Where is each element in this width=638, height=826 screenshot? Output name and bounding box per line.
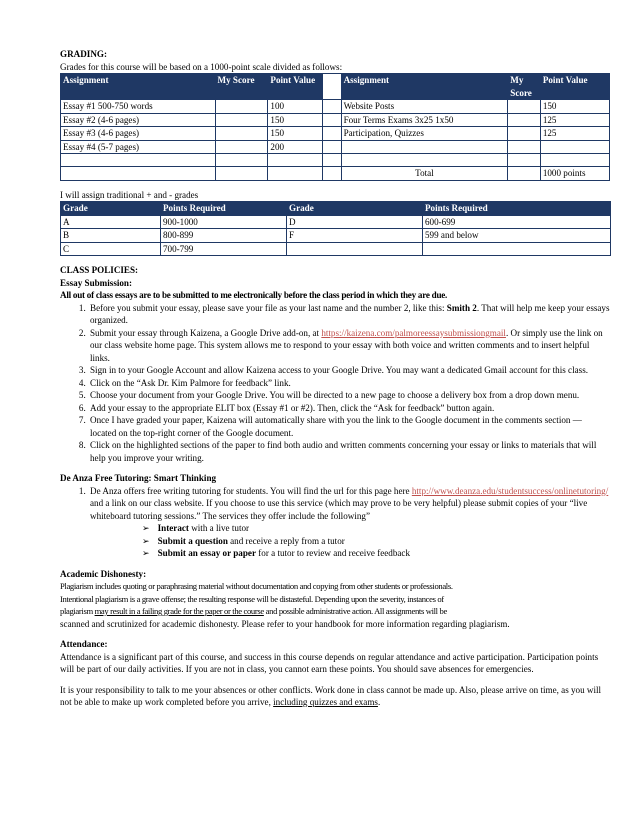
table-cell <box>61 154 216 167</box>
table-cell: 125 <box>540 127 609 141</box>
table-cell <box>341 154 508 167</box>
attendance-heading: Attendance: <box>60 639 108 649</box>
table-cell <box>323 113 341 127</box>
list-item: ➢ Interact with a live tutor <box>140 522 610 535</box>
table-row <box>61 100 610 114</box>
table-cell: B <box>61 229 161 243</box>
table-cell <box>508 140 541 154</box>
col-header: Grade <box>287 202 423 216</box>
table-cell <box>215 140 268 154</box>
table-row <box>61 215 611 229</box>
table-cell: 600-699 <box>423 215 611 229</box>
essay-submission-heading: Essay Submission: <box>60 277 133 288</box>
list-item: 1. De Anza offers free writing tutoring for students. You will find the url for this page here http://www.deanza.edu/studentsuccess/onlinetutoring/ and a link on our class website. If you choose to use this service (which may prove to be very helpful) please submit copies of your “live whiteboard tutoring sessions.” The services they offer include the following” ➢ Interact with a live tutor ➢ Submit a question and receive a reply from a tutor ➢ Submit an essay or paper for a tutor to review and receive feedback <box>88 485 610 560</box>
table-cell <box>323 167 341 181</box>
tutoring-link[interactable]: http://www.deanza.edu/studentsuccess/onlinetutoring/ <box>411 485 609 496</box>
grading-intro: Grades for this course will be based on a 1000-point scale divided as follows: <box>60 61 343 72</box>
dishonesty-heading: Academic Dishonesty: <box>60 568 147 579</box>
col-header: Points Required <box>423 202 611 216</box>
table-cell: 100 <box>268 100 323 114</box>
table-cell: 1000 points <box>540 167 609 181</box>
table-cell <box>323 154 341 167</box>
list-item: ➢ Submit a question and receive a reply from a tutor <box>140 535 610 548</box>
table-cell <box>508 127 541 141</box>
table-cell <box>423 242 611 256</box>
col-header: Points Required <box>161 202 287 216</box>
tutoring-list <box>60 485 610 560</box>
table-row <box>61 127 610 141</box>
table-cell <box>508 154 541 167</box>
table-cell: 599 and below <box>423 229 611 243</box>
grade-scale-table <box>60 201 611 256</box>
table-cell: 150 <box>268 127 323 141</box>
grading-heading: GRADING: <box>60 49 107 59</box>
list-item: 2. Submit your essay through Kaizena, a Google Drive add-on, at https://kaizena.com/palmoreessaysubmissiongmail. Or simply use the link on our class website home page. This system allows me to respond to your essay with both voice and written comments and to insert helpful links. <box>88 327 610 365</box>
table-cell: Four Terms Exams 3x25 1x50 <box>341 113 508 127</box>
table-cell <box>323 127 341 141</box>
col-header: Grade <box>61 202 161 216</box>
list-item: 5. Choose your document from your Google Drive. You will be directed to a new page to choose a delivery box from a drop down menu. <box>88 389 610 402</box>
kaizena-link[interactable]: https://kaizena.com/palmoreessaysubmissiongmail <box>321 327 506 338</box>
table-cell: 200 <box>268 140 323 154</box>
table-cell: Total <box>341 167 508 181</box>
col-header <box>323 74 341 100</box>
essay-rule: All out of class essays are to be submitted to me electronically before the class period in which they are due. <box>60 290 448 300</box>
document-page <box>60 48 610 709</box>
col-header: Assignment <box>61 74 216 100</box>
table-cell <box>215 113 268 127</box>
table-cell <box>341 140 508 154</box>
table-cell: C <box>61 242 161 256</box>
table-row <box>61 154 610 167</box>
attendance-paragraph: Attendance is a significant part of this course, and success in this course depends on regular attendance and active participation. Participation points will be part of our daily activities. If you are not in class, you cannot earn these points. You should save absences for emergencies. <box>60 651 599 674</box>
table-cell: 150 <box>268 113 323 127</box>
list-item: 6. Add your essay to the appropriate ELIT box (Essay #1 or #2). Then, click the “Ask for feedback” button again. <box>88 402 610 415</box>
table-cell <box>61 167 216 181</box>
table-cell <box>323 140 341 154</box>
list-item: 1. Before you submit your essay, please save your file as your last name and the number 2, like this: Smith 2. That will help me keep your essays organized. <box>88 302 610 327</box>
table-cell: 900-1000 <box>161 215 287 229</box>
grade-table-header <box>61 202 611 216</box>
list-item: 8. Click on the highlighted sections of the paper to find both audio and written comments concerning your essay or links to materials that will help you improve your writing. <box>88 439 610 464</box>
table-cell: Essay #1 500-750 words <box>61 100 216 114</box>
table-cell <box>508 167 541 181</box>
points-table-header <box>61 74 610 100</box>
grades-intro: I will assign traditional + and - grades <box>60 189 199 200</box>
table-cell <box>268 167 323 181</box>
table-row <box>61 229 611 243</box>
table-cell <box>215 154 268 167</box>
table-cell <box>287 242 423 256</box>
dishonesty-line: Intentional plagiarism is a grave offense; the resulting response will be distasteful. Depending upon the severity, instances of <box>60 593 444 604</box>
table-cell <box>540 154 609 167</box>
list-item: ➢ Submit an essay or paper for a tutor to review and receive feedback <box>140 547 610 560</box>
table-cell <box>323 100 341 114</box>
table-cell: Essay #3 (4-6 pages) <box>61 127 216 141</box>
col-header: Point Value <box>540 74 609 100</box>
table-row <box>61 113 610 127</box>
dishonesty-rest: scanned and scrutinized for academic dishonesty. Please refer to your handbook for more information regarding plagiarism. <box>60 618 510 629</box>
attendance-paragraph: It is your responsibility to talk to me your absences or other conflicts. Work done in class cannot be made up. Also, please arrive on time, as you will not be able to make up work completed before you arrive, including quizzes and exams. <box>60 684 602 707</box>
col-header: Assignment <box>341 74 508 100</box>
table-cell <box>540 140 609 154</box>
list-item: 7. Once I have graded your paper, Kaizena will automatically share with you the link to the Google document in the comments section — located on the top-right corner of the Google document. <box>88 414 610 439</box>
table-row <box>61 167 610 181</box>
col-header: My Score <box>508 74 541 100</box>
table-cell: 800-899 <box>161 229 287 243</box>
table-cell: Website Posts <box>341 100 508 114</box>
table-cell: F <box>287 229 423 243</box>
table-cell <box>508 100 541 114</box>
list-item: 4. Click on the “Ask Dr. Kim Palmore for feedback” link. <box>88 377 610 390</box>
list-item: 3. Sign in to your Google Account and allow Kaizena access to your Google Drive. You may want a dedicated Gmail account for this class. <box>88 364 610 377</box>
table-cell <box>215 167 268 181</box>
table-cell <box>508 113 541 127</box>
table-cell: A <box>61 215 161 229</box>
col-header: Point Value <box>268 74 323 100</box>
table-cell <box>268 154 323 167</box>
table-cell: Essay #2 (4-6 pages) <box>61 113 216 127</box>
table-cell: Essay #4 (5-7 pages) <box>61 140 216 154</box>
points-table <box>60 73 610 181</box>
services-list <box>90 522 610 560</box>
policies-heading: CLASS POLICIES: <box>60 265 139 275</box>
table-cell: 700-799 <box>161 242 287 256</box>
tutoring-heading: De Anza Free Tutoring: Smart Thinking <box>60 473 217 483</box>
table-cell: 125 <box>540 113 609 127</box>
table-cell: 150 <box>540 100 609 114</box>
table-cell: Participation, Quizzes <box>341 127 508 141</box>
table-row <box>61 140 610 154</box>
dishonesty-line: Plagiarism includes quoting or paraphrasing material without documentation and copying from other students or professionals. <box>60 581 453 591</box>
table-cell: D <box>287 215 423 229</box>
table-cell <box>215 100 268 114</box>
table-cell <box>215 127 268 141</box>
dishonesty-line: plagiarism may result in a failing grade for the paper or the course and possible administrative action. All assignments will be <box>60 606 447 616</box>
col-header: My Score <box>215 74 268 100</box>
table-row <box>61 242 611 256</box>
submission-steps <box>60 302 610 465</box>
